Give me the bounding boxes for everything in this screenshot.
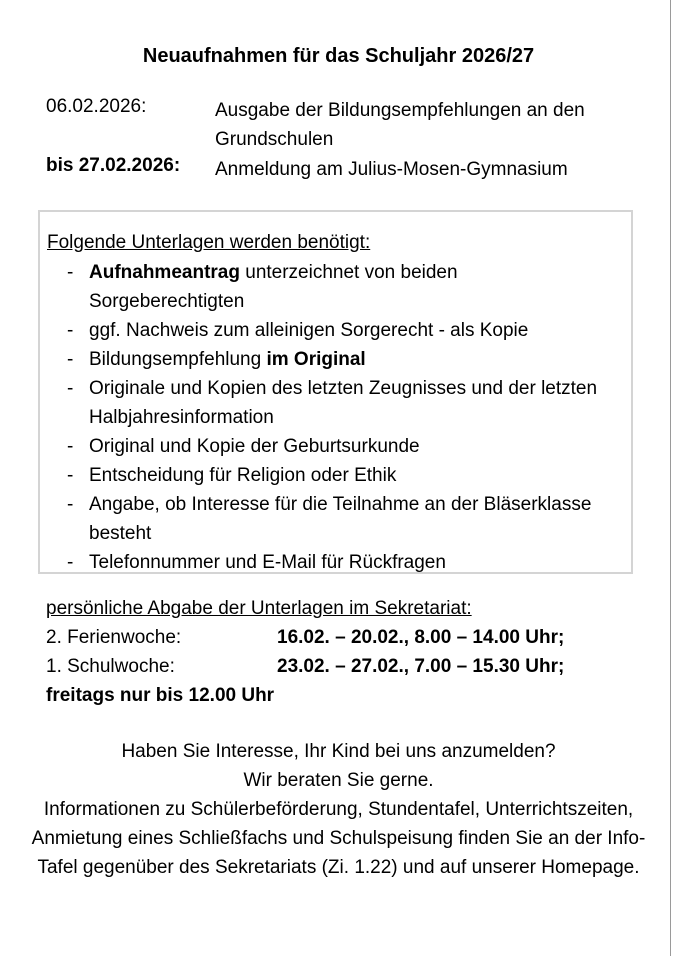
item-text: Angabe, ob Interesse für die Teilnahme an der Bläserklasse besteht bbox=[89, 494, 592, 544]
week-time: 16.02. – 20.02., 8.00 – 14.00 Uhr; bbox=[277, 627, 565, 648]
date-label: 06.02.2026: bbox=[46, 96, 147, 117]
date-description: Anmeldung am Julius-Mosen-Gymnasium bbox=[215, 159, 568, 180]
friday-note: freitags nur bis 12.00 Uhr bbox=[46, 685, 275, 706]
closing-paragraph bbox=[30, 737, 647, 882]
item-bold-text: Aufnahmeantrag bbox=[89, 262, 240, 283]
list-item bbox=[40, 258, 630, 316]
item-bold-text: im Original bbox=[266, 349, 366, 370]
item-text: Originale und Kopien des letzten Zeugnisses und der letzten Halbjahresinformation bbox=[89, 378, 598, 428]
week-time: 23.02. – 27.02., 7.00 – 15.30 Uhr; bbox=[277, 656, 565, 677]
list-dash: - bbox=[67, 378, 74, 399]
closing-question: Haben Sie Interesse, Ihr Kind bei uns anzumelden? bbox=[121, 741, 556, 762]
date-description: Ausgabe der Bildungsempfehlungen an den Grundschulen bbox=[215, 100, 585, 150]
closing-info: Informationen zu Schülerbeförderung, Stundentafel, Unterrichtszeiten, Anmietung eines Schließfachs und Schulspeisung finden Sie an der Info-Tafel gegenüber des Sekretariats (Zi. 1.22) und auf unserer Homepage. bbox=[31, 799, 646, 878]
list-dash: - bbox=[67, 320, 74, 341]
list-item bbox=[40, 374, 630, 432]
list-item bbox=[40, 345, 630, 374]
item-text: unterzeichnet von beiden Sorgeberechtigten bbox=[89, 262, 458, 312]
item-text: Original und Kopie der Geburtsurkunde bbox=[89, 436, 420, 457]
list-dash: - bbox=[67, 465, 74, 486]
list-item bbox=[40, 316, 630, 345]
list-item bbox=[40, 548, 630, 577]
page-title: Neuaufnahmen für das Schuljahr 2026/27 bbox=[142, 45, 535, 67]
list-dash: - bbox=[67, 262, 74, 283]
list-item bbox=[40, 432, 630, 461]
requirements-heading: Folgende Unterlagen werden benötigt: bbox=[47, 232, 371, 253]
list-dash: - bbox=[67, 552, 74, 573]
list-dash: - bbox=[67, 436, 74, 457]
list-dash: - bbox=[67, 494, 74, 515]
item-text: Entscheidung für Religion oder Ethik bbox=[89, 465, 397, 486]
closing-offer: Wir beraten Sie gerne. bbox=[243, 770, 434, 791]
requirements-list bbox=[40, 258, 630, 577]
page-edge-line bbox=[670, 0, 671, 956]
week-label: 1. Schulwoche: bbox=[46, 656, 175, 677]
week-label: 2. Ferienwoche: bbox=[46, 627, 182, 648]
submission-heading: persönliche Abgabe der Unterlagen im Sekretariat: bbox=[46, 598, 472, 619]
list-item bbox=[40, 490, 630, 548]
requirements-box bbox=[38, 210, 633, 574]
date-label: bis 27.02.2026: bbox=[46, 155, 181, 176]
list-dash: - bbox=[67, 349, 74, 370]
item-text: Bildungsempfehlung bbox=[89, 349, 267, 370]
item-text: Telefonnummer und E-Mail für Rückfragen bbox=[89, 552, 446, 573]
item-text: ggf. Nachweis zum alleinigen Sorgerecht - als Kopie bbox=[89, 320, 529, 341]
list-item bbox=[40, 461, 630, 490]
